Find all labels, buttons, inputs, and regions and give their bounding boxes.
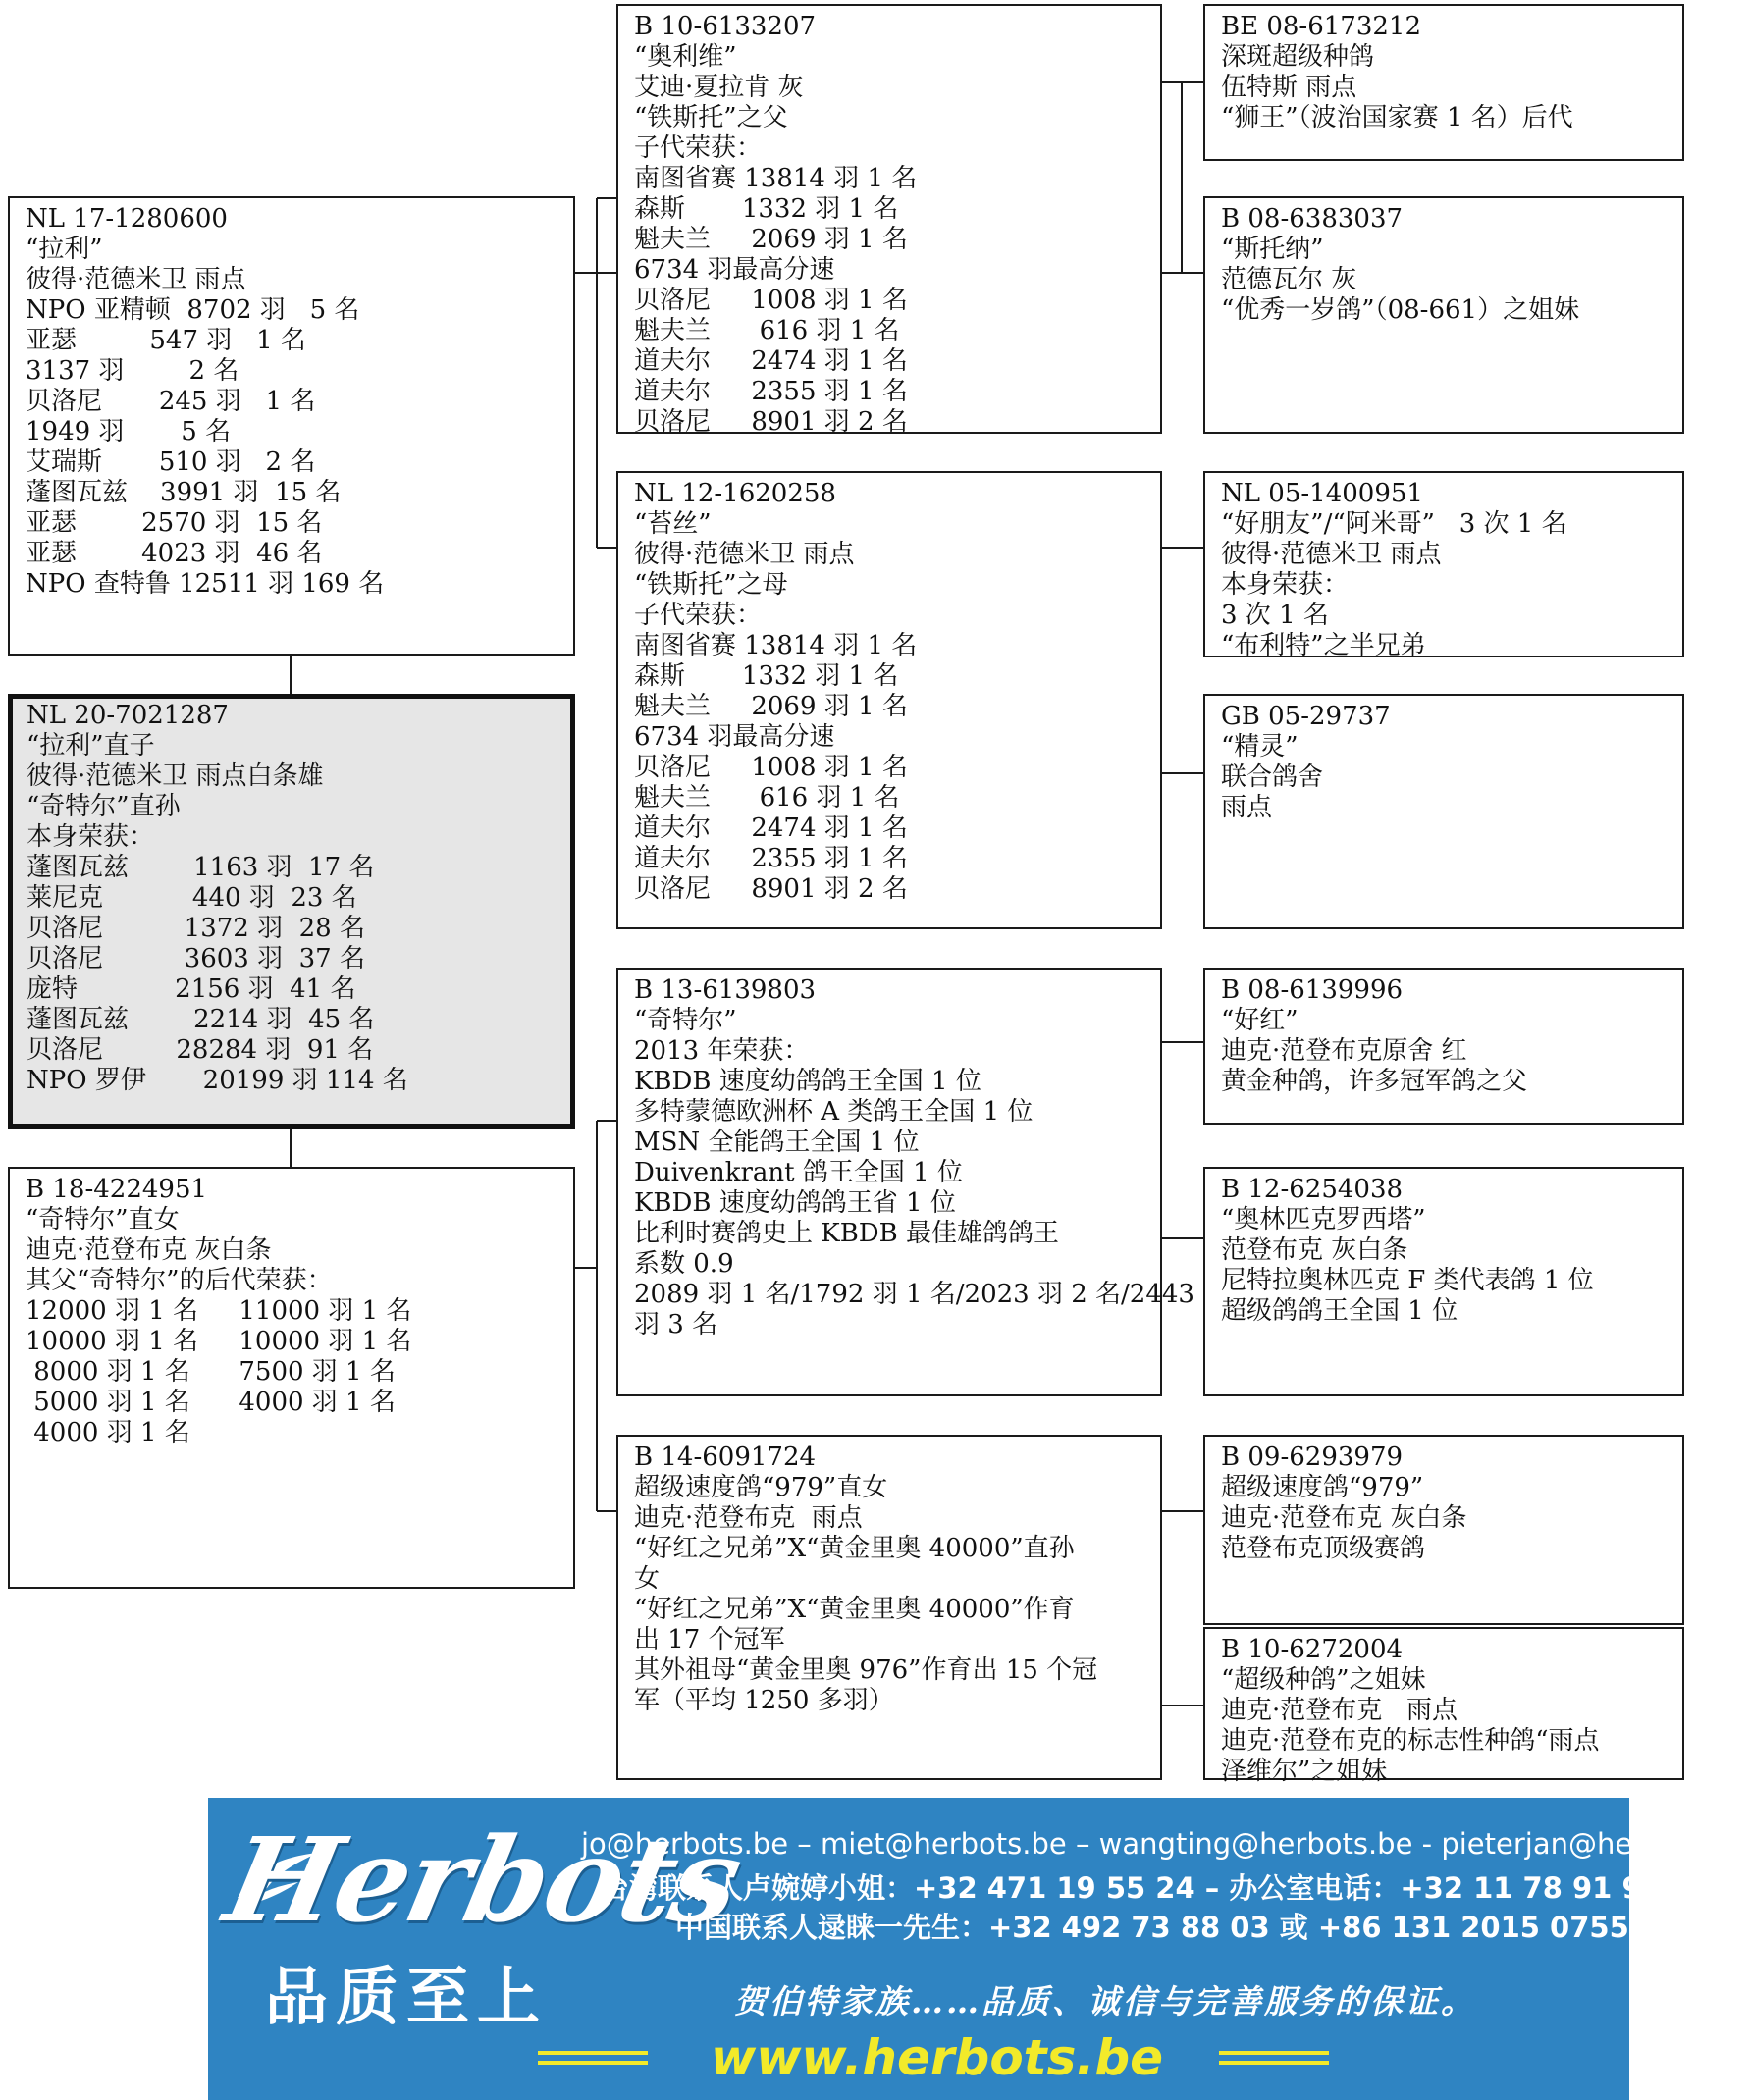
pedigree-line: “拉利”直子 [27, 731, 155, 761]
pedigree-line: 贝洛尼 245 羽 1 名 [26, 387, 316, 416]
pedigree-line: 范登布克 灰白条 [1221, 1235, 1408, 1265]
subject-lines [13, 699, 570, 1096]
pedigree-line: “优秀一岁鸽”（08-661）之姐妹 [1221, 295, 1580, 325]
pedigree-line: 8000 羽 1 名 7500 羽 1 名 [26, 1357, 396, 1387]
pedigree-line: 4000 羽 1 名 [26, 1418, 190, 1447]
dam-sire-box [616, 968, 1194, 1396]
pedigree-line: “奇特尔”直女 [26, 1205, 180, 1234]
pedigree-line: 伍特斯 雨点 [1221, 73, 1357, 102]
pedigree-line: 2013 年荣获： [634, 1036, 810, 1066]
ddd-lines [1205, 1629, 1682, 1787]
decor-line-right [1219, 2051, 1329, 2055]
website-link[interactable]: www.herbots.be [711, 2029, 1164, 2086]
pedigree-line: 庞特 2156 羽 41 名 [27, 974, 356, 1004]
pedigree-line: 其外祖母“黄金里奥 976”作育出 15 个冠 [634, 1655, 1098, 1685]
pedigree-line: 蓬图瓦兹 2214 羽 45 名 [27, 1005, 375, 1034]
pedigree-line: B 18-4224951 [26, 1175, 208, 1204]
pedigree-line: 彼得·范德米卫 雨点 [26, 265, 246, 294]
pedigree-line: KBDB 速度幼鸽鸽王全国 1 位 [634, 1067, 981, 1096]
pedigree-line: 道夫尔 2474 羽 1 名 [634, 814, 908, 843]
pedigree-line: 本身荣获： [27, 822, 155, 852]
decor-line-left-2 [538, 2061, 648, 2065]
pedigree-line: NPO 亚精顿 8702 羽 5 名 [26, 295, 360, 325]
pedigree-line: 3137 羽 2 名 [26, 356, 239, 386]
pedigree-line: 道夫尔 2355 羽 1 名 [634, 844, 908, 873]
pedigree-line: 贝洛尼 8901 羽 2 名 [634, 874, 908, 904]
pedigree-line: 魁夫兰 616 羽 1 名 [634, 783, 900, 813]
footer-banner [208, 1798, 1750, 2100]
ssd-box [1203, 196, 1684, 434]
sire-box [8, 196, 575, 656]
ddd-box [1203, 1627, 1684, 1786]
contact-emails: jo@herbots.be – miet@herbots.be – wangting@herbots.be - pieterjan@herbots.be [581, 1827, 1750, 1861]
pedigree-line: NL 17-1280600 [26, 204, 228, 234]
pedigree-line: 亚瑟 2570 羽 15 名 [26, 508, 323, 538]
pedigree-line: B 10-6272004 [1221, 1635, 1404, 1664]
pedigree-line: “好红之兄弟”X“黄金里奥 40000”直孙 [634, 1534, 1075, 1563]
pedigree-line: 魁夫兰 616 羽 1 名 [634, 316, 900, 345]
pedigree-line: “好红之兄弟”X“黄金里奥 40000”作育 [634, 1595, 1075, 1624]
dam-sire-lines [618, 970, 1194, 1340]
pedigree-line: GB 05-29737 [1221, 702, 1391, 731]
pedigree-line: B 09-6293979 [1221, 1443, 1404, 1472]
pedigree-line: 贝洛尼 3603 羽 37 名 [27, 944, 365, 973]
pedigree-line: B 08-6139996 [1221, 975, 1404, 1005]
pedigree-line: “奥林匹克罗西塔” [1221, 1205, 1426, 1234]
pedigree-line: 系数 0.9 [634, 1249, 734, 1279]
pedigree-line: 蓬图瓦兹 3991 羽 15 名 [26, 478, 342, 507]
pedigree-line: 贝洛尼 1008 羽 1 名 [634, 286, 908, 315]
pedigree-line: 迪克·范登布克 灰白条 [1221, 1503, 1467, 1533]
contact-china: 中国联系人逯睐一先生：+32 492 73 88 03 或 +86 131 2015 0755 [675, 1911, 1629, 1944]
decor-line-right-2 [1219, 2061, 1329, 2065]
pedigree-line: “奇特尔”直孙 [27, 792, 181, 821]
sss-box [1203, 4, 1684, 161]
dsd-lines [1205, 1169, 1682, 1327]
herbots-logo: Herbots [215, 1811, 752, 1948]
pedigree-line: NL 12-1620258 [634, 479, 836, 508]
pedigree-line: 超级速度鸽“979”直女 [634, 1473, 888, 1502]
dds-box [1203, 1435, 1684, 1625]
pedigree-line: 南图省赛 13814 羽 1 名 [634, 164, 918, 193]
pedigree-line: 道夫尔 2355 羽 1 名 [634, 377, 908, 406]
contact-taiwan: 台湾联系人卢婉婷小姐：+32 471 19 55 24 – 办公室电话：+32 11 78 91 90 [601, 1871, 1662, 1905]
pedigree-line: 彼得·范德米卫 雨点 [634, 540, 855, 569]
pedigree-line: “铁斯托”之父 [634, 103, 788, 132]
decor-line-left [538, 2051, 648, 2055]
dam-dam-lines [618, 1437, 1160, 1716]
dsd-box [1203, 1167, 1684, 1396]
pedigree-line: “铁斯托”之母 [634, 570, 788, 600]
pedigree-line: 范登布克顶级赛鸽 [1221, 1534, 1426, 1563]
sss-lines [1205, 6, 1682, 133]
pedigree-line: B 08-6383037 [1221, 204, 1404, 234]
pedigree-line: 联合鸽舍 [1221, 762, 1324, 792]
pedigree-line: “奥利维” [634, 42, 737, 72]
pedigree-line: 雨点 [1221, 793, 1273, 822]
pedigree-line: 迪克·范登布克的标志性种鸽“雨点 [1221, 1726, 1600, 1756]
pedigree-line: “精灵” [1221, 732, 1299, 761]
sire-dam-box [616, 471, 1162, 929]
pedigree-line: 莱尼克 440 羽 23 名 [27, 883, 357, 913]
pedigree-line: KBDB 速度幼鸽鸽王省 1 位 [634, 1188, 956, 1218]
pedigree-line: 尼特拉奥林匹克 F 类代表鸽 1 位 [1221, 1266, 1594, 1295]
pedigree-line: 南图省赛 13814 羽 1 名 [634, 631, 918, 660]
sire-dam-lines [618, 473, 1160, 905]
pedigree-line: 5000 羽 1 名 4000 羽 1 名 [26, 1388, 396, 1417]
pedigree-line: B 13-6139803 [634, 975, 817, 1005]
pedigree-line: 超级速度鸽“979” [1221, 1473, 1424, 1502]
pedigree-line: MSN 全能鸽王全国 1 位 [634, 1128, 920, 1157]
pedigree-line: 超级鸽鸽王全国 1 位 [1221, 1296, 1458, 1326]
dam-box [8, 1167, 575, 1589]
pedigree-line: 比利时赛鸽史上 KBDB 最佳雄鸽鸽王 [634, 1219, 1060, 1248]
dss-box [1203, 968, 1684, 1125]
pedigree-line: 子代荣获： [634, 133, 763, 163]
pedigree-line: 泽维尔”之姐妹 [1221, 1757, 1388, 1786]
pedigree-line: 其父“奇特尔”的后代荣获： [26, 1266, 333, 1295]
pedigree-line: “苔丝” [634, 509, 712, 539]
sire-lines [10, 198, 573, 600]
pedigree-line: 出 17 个冠军 [634, 1625, 785, 1654]
pedigree-line: 森斯 1332 羽 1 名 [634, 661, 899, 691]
sire-sire-lines [618, 6, 1160, 438]
sdd-box [1203, 694, 1684, 929]
pedigree-line: NPO 罗伊 20199 羽 114 名 [27, 1066, 408, 1095]
pedigree-line: 道夫尔 2474 羽 1 名 [634, 346, 908, 376]
pedigree-line: 6734 羽最高分速 [634, 255, 835, 285]
pedigree-line: 子代荣获： [634, 601, 763, 630]
pedigree-line: 1949 羽 5 名 [26, 417, 232, 446]
pedigree-line: 10000 羽 1 名 10000 羽 1 名 [26, 1327, 412, 1356]
tagline: 贺伯特家族……品质、诚信与完善服务的保证。 [734, 1982, 1476, 2021]
pedigree-line: 彼得·范德米卫 雨点 [1221, 540, 1442, 569]
pedigree-line: 女 [634, 1564, 661, 1594]
pedigree-line: NL 05-1400951 [1221, 479, 1423, 508]
dss-lines [1205, 970, 1682, 1097]
dam-lines [10, 1169, 573, 1448]
pedigree-line: 森斯 1332 羽 1 名 [634, 194, 899, 224]
pedigree-line: 2089 羽 1 名/1792 羽 1 名/2023 羽 2 名/2443 [634, 1280, 1194, 1309]
pedigree-line: 深斑超级种鸽 [1221, 42, 1375, 72]
pedigree-line: 亚瑟 4023 羽 46 名 [26, 539, 323, 568]
pedigree-line: “奇特尔” [634, 1006, 737, 1035]
slogan: 品质至上 [265, 1962, 548, 2034]
pedigree-line: 12000 羽 1 名 11000 羽 1 名 [26, 1296, 412, 1326]
pedigree-line: 贝洛尼 1372 羽 28 名 [27, 914, 365, 943]
pedigree-line: 迪克·范登布克 雨点 [1221, 1696, 1458, 1725]
pedigree-line: 魁夫兰 2069 羽 1 名 [634, 692, 908, 721]
sds-lines [1205, 473, 1682, 661]
pedigree-line: 亚瑟 547 羽 1 名 [26, 326, 306, 355]
pedigree-line: “拉利” [26, 235, 103, 264]
sds-box [1203, 471, 1684, 660]
pedigree-line: 彼得·范德米卫 雨点白条雄 [27, 761, 324, 791]
pedigree-line: “好朋友”/“阿米哥” 3 次 1 名 [1221, 509, 1567, 539]
dam-dam-box [616, 1435, 1162, 1780]
pedigree-line: 3 次 1 名 [1221, 601, 1329, 630]
pedigree-line: Duivenkrant 鸽王全国 1 位 [634, 1158, 963, 1187]
ssd-lines [1205, 198, 1682, 326]
pedigree-line: BE 08-6173212 [1221, 12, 1422, 41]
pedigree-line: 军（平均 1250 多羽） [634, 1686, 894, 1715]
pedigree-line: “斯托纳” [1221, 235, 1324, 264]
pedigree-line: B 10-6133207 [634, 12, 817, 41]
pedigree-line: 迪克·范登布克 雨点 [634, 1503, 863, 1533]
pedigree-line: “超级种鸽”之姐妹 [1221, 1665, 1426, 1695]
subject-box [8, 694, 575, 1129]
pedigree-line: 贝洛尼 1008 羽 1 名 [634, 753, 908, 782]
dds-lines [1205, 1437, 1682, 1564]
pedigree-line: 贝洛尼 28284 羽 91 名 [27, 1035, 374, 1065]
pedigree-line: 艾瑞斯 510 羽 2 名 [26, 447, 316, 477]
pedigree-line: 羽 3 名 [634, 1310, 718, 1339]
sdd-lines [1205, 696, 1682, 823]
pedigree-line: 迪克·范登布克 灰白条 [26, 1235, 272, 1265]
sire-sire-box [616, 4, 1162, 437]
pedigree-line: 蓬图瓦兹 1163 羽 17 名 [27, 853, 375, 882]
pedigree-line: 黄金种鸽，许多冠军鸽之父 [1221, 1067, 1528, 1096]
pedigree-line: “好红” [1221, 1006, 1299, 1035]
pedigree-line: “狮王”（波治国家赛 1 名）后代 [1221, 103, 1573, 132]
pedigree-line: B 14-6091724 [634, 1443, 817, 1472]
pedigree-line: B 12-6254038 [1221, 1175, 1404, 1204]
pedigree-line: 迪克·范登布克原舍 红 [1221, 1036, 1467, 1066]
pedigree-line: 本身荣获： [1221, 570, 1350, 600]
pedigree-line: 多特蒙德欧洲杯 A 类鸽王全国 1 位 [634, 1097, 1034, 1127]
pedigree-line: “布利特”之半兄弟 [1221, 631, 1426, 660]
pedigree-line: 范德瓦尔 灰 [1221, 265, 1357, 294]
pedigree-line: 魁夫兰 2069 羽 1 名 [634, 225, 908, 254]
pedigree-line: 6734 羽最高分速 [634, 722, 835, 752]
pedigree-line: 艾迪·夏拉肯 灰 [634, 73, 804, 102]
pedigree-line: NPO 查特鲁 12511 羽 169 名 [26, 569, 385, 599]
pedigree-line: 贝洛尼 8901 羽 2 名 [634, 407, 908, 437]
pedigree-line: NL 20-7021287 [27, 701, 229, 730]
